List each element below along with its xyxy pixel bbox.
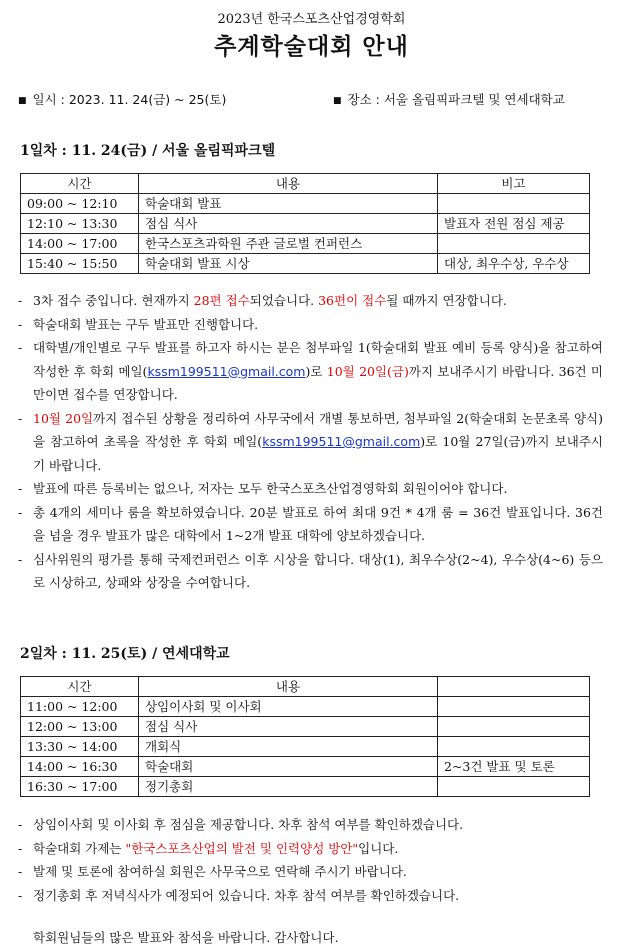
content-cell: 점심 식사 (139, 717, 438, 737)
list-item: - 상임이사회 및 이사회 후 점심을 제공합니다. 차후 참석 여부를 확인하겠습니다. (18, 817, 464, 832)
event-date-text: 일시 : 2023. 11. 24(금) ~ 25(토) (32, 92, 227, 107)
note-cell (438, 737, 590, 757)
event-venue (333, 90, 565, 108)
note-cell (438, 194, 590, 214)
closing-message: 학회원님들의 많은 발표와 참석을 바랍니다. 감사합니다. (33, 930, 339, 945)
table-header-row (21, 174, 590, 194)
day1-schedule-table (20, 173, 590, 274)
content-cell: 한국스포츠과학원 주관 글로벌 컨퍼런스 (139, 234, 438, 254)
note-cell (438, 717, 590, 737)
email-link[interactable]: kssm199511@gmail.com (262, 434, 421, 449)
time-cell: 12:00 ~ 13:00 (21, 717, 139, 737)
note-cell (438, 234, 590, 254)
square-bullet-icon: ■ (18, 96, 27, 106)
org-subtitle: 2023년 한국스포츠산업경영학회 (217, 12, 406, 27)
list-item: - 발제 및 토론에 참여하실 회원은 사무국으로 연락해 주시기 바랍니다. (18, 864, 407, 879)
col-time-header: 시간 (21, 174, 139, 194)
content-cell: 학술대회 발표 시상 (139, 254, 438, 274)
table-row (21, 777, 590, 797)
col-note-header: 비고 (438, 174, 590, 194)
day2-notes (18, 813, 603, 907)
time-cell: 16:30 ~ 17:00 (21, 777, 139, 797)
time-cell: 14:00 ~ 17:00 (21, 234, 139, 254)
table-row (21, 194, 590, 214)
email-link[interactable]: kssm199511@gmail.com (147, 363, 306, 379)
table-header-row (21, 677, 590, 697)
table-row (21, 214, 590, 234)
time-cell: 09:00 ~ 12:10 (21, 194, 139, 214)
list-item: - 발표에 따른 등록비는 없으나, 저자는 모두 한국스포츠산업경영학회 회원이어야 합니다. (18, 481, 508, 496)
day1-notes (18, 289, 603, 595)
note-cell: 2~3건 발표 및 토론 (438, 757, 590, 777)
day2-schedule-table (20, 676, 590, 797)
note-cell (438, 697, 590, 717)
list-item: - 10월 20일까지 접수된 상황을 정리하여 사무국에서 개별 통보하면, 첨부파일 2(학술대회 논문초록 양식)을 참고하여 초록을 작성한 후 학회 메일(kssm199511@gmail.com)로 10월 27일(금)까지 보내주시기 바랍니다. (18, 410, 603, 473)
note-cell: 발표자 전원 점심 제공 (438, 214, 590, 234)
table-row (21, 254, 590, 274)
content-cell: 상임이사회 및 이사회 (139, 697, 438, 717)
table-row (21, 717, 590, 737)
content-cell: 학술대회 (139, 757, 438, 777)
time-cell: 13:30 ~ 14:00 (21, 737, 139, 757)
event-venue-text: 장소 : 서울 올림픽파크텔 및 연세대학교 (347, 92, 565, 107)
col-note-header (438, 677, 590, 697)
list-item: - 총 4개의 세미나 룸을 확보하였습니다. 20분 발표로 하여 최대 9건 * 4개 룸 = 36건 발표입니다. 36건을 넘을 경우 발표가 많은 대학에서 1~2개 발표 대학에 양보하겠습니다. (18, 504, 603, 543)
note-cell (438, 777, 590, 797)
time-cell: 11:00 ~ 12:00 (21, 697, 139, 717)
list-item: - 대학별/개인별로 구두 발표를 하고자 하시는 분은 첨부파일 1(학술대회 발표 예비 등록 양식)을 참고하여 작성한 후 학회 메일(kssm199511@gmail.com)로 10월 20일(금)까지 보내주시기 바랍니다. 36건 미만이면 접수를 연장합니다. (18, 340, 603, 402)
table-row (21, 757, 590, 777)
col-content-header: 내용 (139, 174, 438, 194)
time-cell: 12:10 ~ 13:30 (21, 214, 139, 234)
square-bullet-icon: ■ (333, 96, 342, 106)
list-item: - 3차 접수 중입니다. 현재까지 28편 접수되었습니다. 36편이 접수될 때까지 연장합니다. (18, 293, 507, 308)
list-item: - 학술대회 가제는 "한국스포츠산업의 발전 및 인력양성 방안"입니다. (18, 840, 399, 856)
content-cell: 정기총회 (139, 777, 438, 797)
time-cell: 14:00 ~ 16:30 (21, 757, 139, 777)
content-cell: 점심 식사 (139, 214, 438, 234)
table-row (21, 697, 590, 717)
content-cell: 학술대회 발표 (139, 194, 438, 214)
day1-heading: 1일차 : 11. 24(금) / 서울 올림픽파크텔 (20, 143, 276, 159)
col-time-header: 시간 (21, 677, 139, 697)
content-cell: 개회식 (139, 737, 438, 757)
list-item: - 심사위원의 평가를 통해 국제컨퍼런스 이후 시상을 합니다. 대상(1), 최우수상(2~4), 우수상(4~6) 등으로 시상하고, 상패와 상장을 수여합니다. (18, 551, 603, 590)
col-content-header: 내용 (139, 677, 438, 697)
table-row (21, 234, 590, 254)
time-cell: 15:40 ~ 15:50 (21, 254, 139, 274)
list-item: - 정기총회 후 저녁식사가 예정되어 있습니다. 차후 참석 여부를 확인하겠습니다. (18, 887, 460, 903)
page-title: 추계학술대회 안내 (214, 33, 409, 60)
note-cell: 대상, 최우수상, 우수상 (438, 254, 590, 274)
day2-heading: 2일차 : 11. 25(토) / 연세대학교 (20, 646, 230, 662)
event-date (18, 90, 226, 108)
table-row (21, 737, 590, 757)
list-item: - 학술대회 발표는 구두 발표만 진행합니다. (18, 316, 259, 332)
